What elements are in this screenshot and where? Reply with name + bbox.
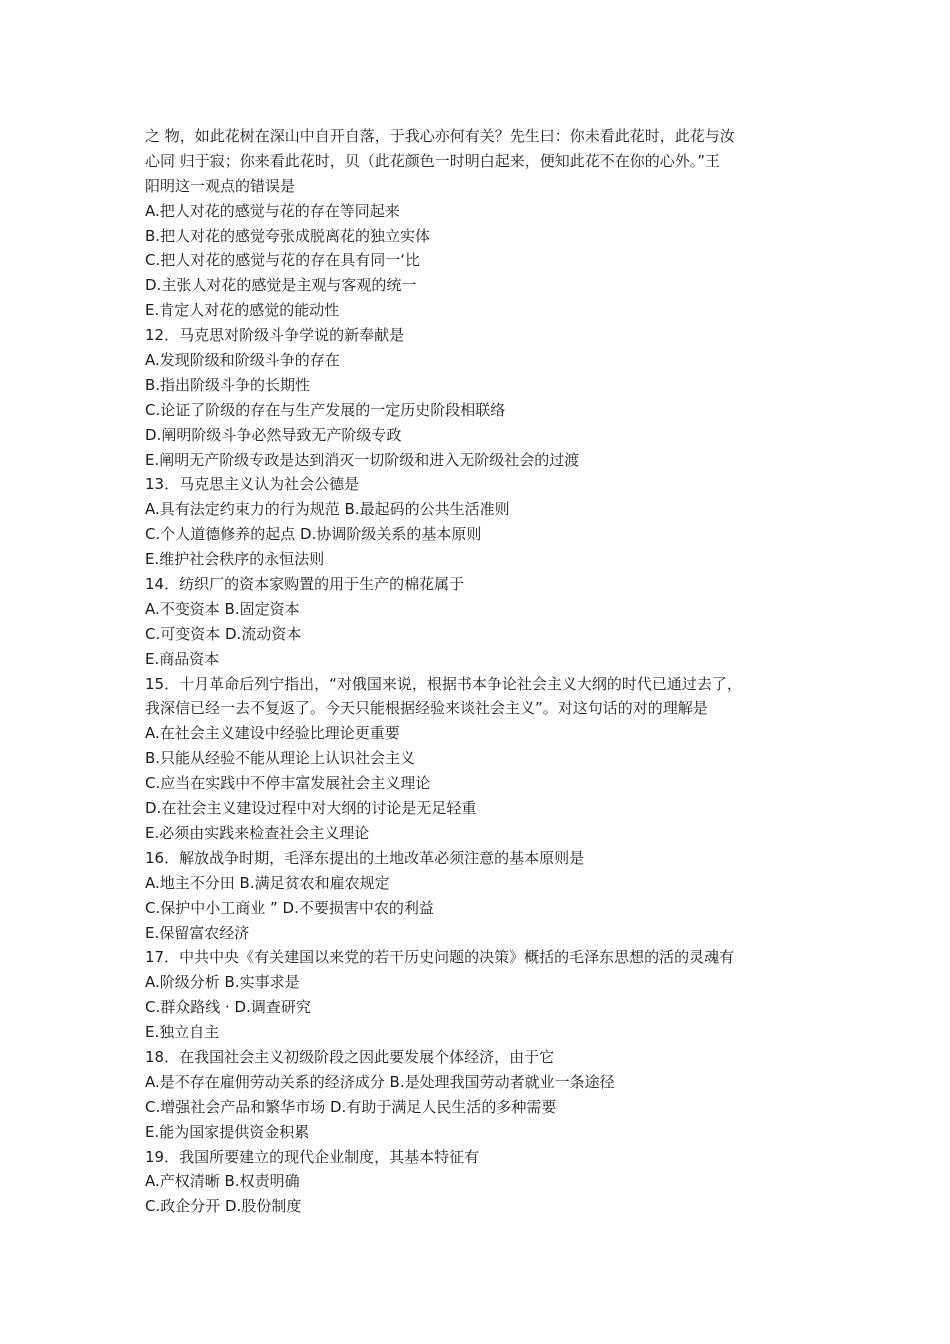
option-c-d: C.保护中小工商业 ” D.不要损害中农的利益 <box>145 898 434 917</box>
option-c-d: C.个人道德修养的起点 D.协调阶级关系的基本原则 <box>145 525 482 544</box>
option-d: D.在社会主义建设过程中对大纲的讨论是无足轻重 <box>145 799 477 818</box>
option-c-d: C.群众路线 · D.调查研究 <box>145 998 311 1017</box>
option-a-b: A.不变资本 B.固定资本 <box>145 599 300 618</box>
option-a-b: A.阶级分析 B.实事求是 <box>145 973 300 992</box>
option-a: A.发现阶级和阶级斗争的存在 <box>145 351 340 370</box>
option-c: C.论证了阶级的存在与生产发展的一定历史阶段相联络 <box>145 400 506 419</box>
option-a-b: A.地主不分田 B.满足贫农和雇农规定 <box>145 873 390 892</box>
option-a-b: A.具有法定约束力的行为规范 B.最起码的公共生活准则 <box>145 500 510 519</box>
option-e: E.维护社会秩序的永恒法则 <box>145 550 325 569</box>
text-line: 阳明这一观点的错误是 <box>145 176 296 195</box>
question-19: 19．我国所要建立的现代企业制度，其基本特征有 <box>145 1147 480 1166</box>
text-line: 之 物，如此花树在深山中自开自落，于我心亦何有关？先生曰：你未看此花时，此花与汝 <box>145 127 735 145</box>
question-15: 15．十月革命后列宁指出，“对俄国来说，根据书本争论社会主义大纲的时代已通过去了， <box>145 674 742 693</box>
option-a-b: A.产权清晰 B.权责明确 <box>145 1172 300 1191</box>
option-a: A.在社会主义建设中经验比理论更重要 <box>145 724 400 743</box>
option-b: B.只能从经验不能从理论上认识社会主义 <box>145 749 416 768</box>
option-d: D.阐明阶级斗争必然导致无产阶级专政 <box>145 425 402 444</box>
option-e: E.肯定人对花的感觉的能动性 <box>145 301 340 320</box>
option-c-d: C.增强社会产品和繁华市场 D.有助于满足人民生活的多种需要 <box>145 1097 557 1116</box>
option-e: E.必须由实践来检查社会主义理论 <box>145 823 370 842</box>
question-13: 13．马克思主义认为社会公德是 <box>145 475 360 494</box>
option-c-d: C.可变资本 D.流动资本 <box>145 624 302 643</box>
question-17: 17．中共中央《有关建国以来党的若干历史问题的决策》概括的毛泽东思想的活的灵魂有 <box>145 948 735 967</box>
option-b: B.指出阶级斗争的长期性 <box>145 375 311 394</box>
option-e: E.独立自主 <box>145 1023 220 1042</box>
question-16: 16．解放战争时期，毛泽东提出的土地改革必须注意的基本原则是 <box>145 848 585 867</box>
option-d: D.主张人对花的感觉是主观与客观的统一 <box>145 276 417 295</box>
option-c-d: C.政企分开 D.股份制度 <box>145 1197 302 1216</box>
text-line: 心同 归于寂；你来看此花时，贝（此花颜色一时明白起来，便知此花不在你的心外。”王 <box>145 151 721 170</box>
option-e: E.保留富农经济 <box>145 923 250 942</box>
option-e: E.商品资本 <box>145 649 220 668</box>
option-a-b: A.是不存在雇佣劳动关系的经济成分 B.是处理我国劳动者就业一条途径 <box>145 1072 615 1091</box>
question-14: 14．纺织厂的资本家购置的用于生产的棉花属于 <box>145 575 465 594</box>
option-a: A.把人对花的感觉与花的存在等同起来 <box>145 201 400 220</box>
question-12: 12．马克思对阶级斗争学说的新奉献是 <box>145 326 405 345</box>
question-15-continued: 我深信已经一去不复返了。今天只能根据经验来谈社会主义”。对这句话的对的理解是 <box>145 699 708 718</box>
option-e: E.阐明无产阶级专政是达到消灭一切阶级和进入无阶级社会的过渡 <box>145 450 580 469</box>
option-b: B.把人对花的感觉夸张成脱离花的独立实体 <box>145 226 431 245</box>
option-e: E.能为国家提供资金积累 <box>145 1122 310 1141</box>
option-c: C.把人对花的感觉与花的存在具有同一‘比 <box>145 251 421 270</box>
question-18: 18．在我国社会主义初级阶段之因此要发展个体经济，由于它 <box>145 1047 555 1066</box>
document-body <box>145 124 815 1219</box>
option-c: C.应当在实践中不停丰富发展社会主义理论 <box>145 774 431 793</box>
